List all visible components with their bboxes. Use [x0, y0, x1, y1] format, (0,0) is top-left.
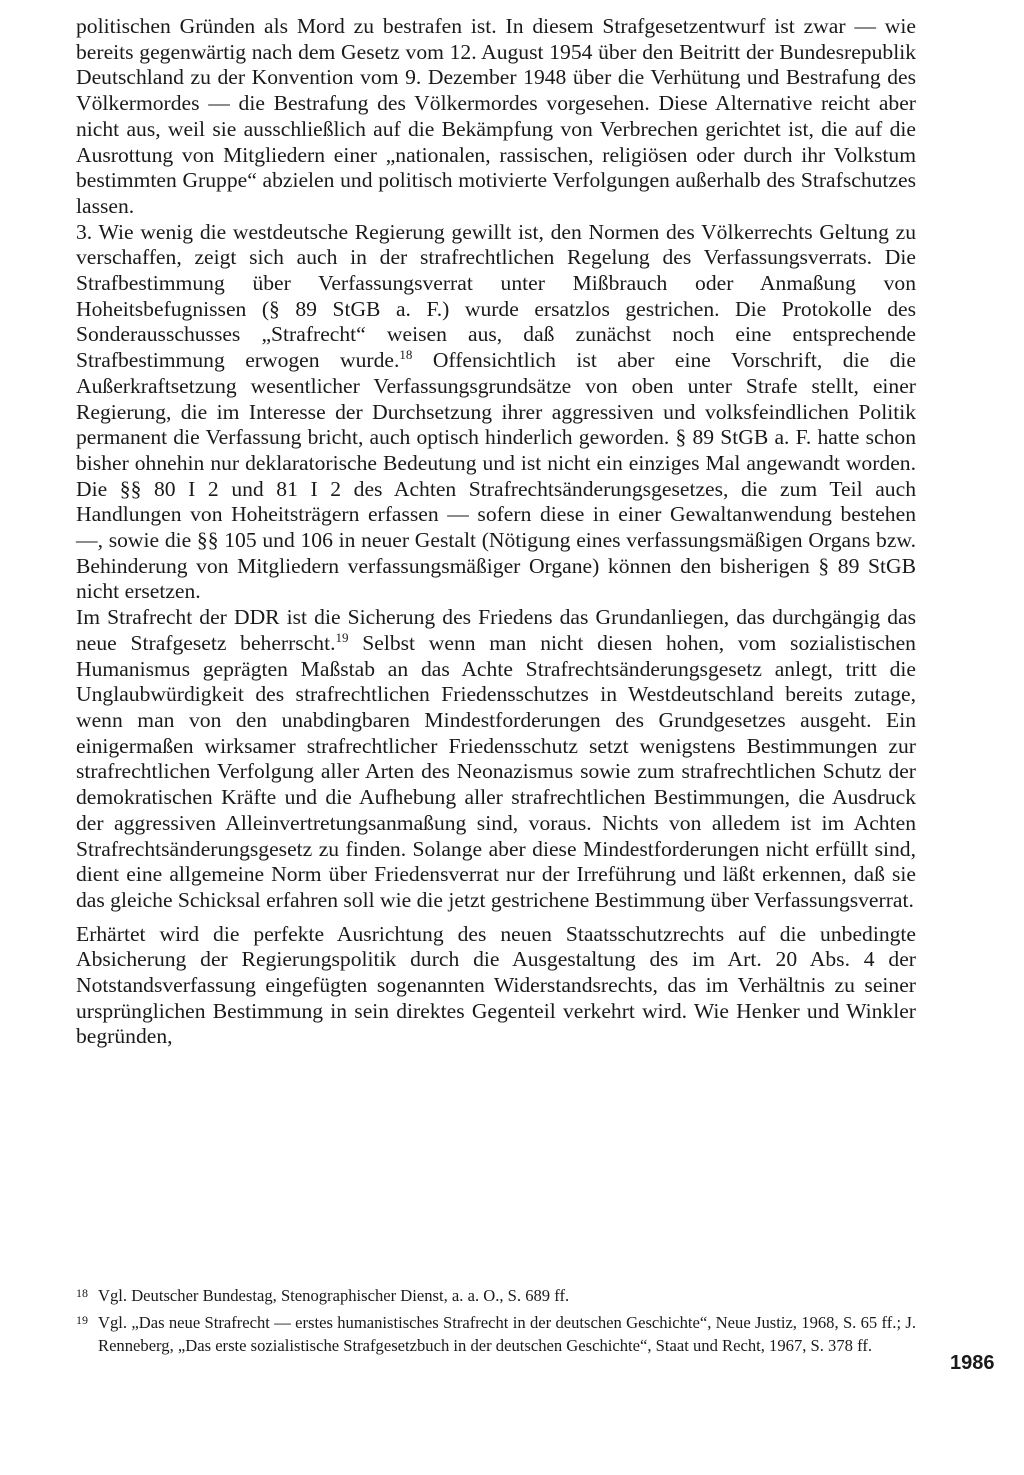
paragraph-2	[76, 220, 916, 606]
paragraph-3-text-b: Selbst wenn man nicht diesen hohen, vom sozialistischen Humanismus geprägten Maßstab an das Achte Strafrechtsänderungsgesetz anlegt, tritt die Unglaubwürdigkeit des strafrechtlichen Friedensschutzes in Westdeutschland bereits zutage, wenn man von den unabdingbaren Mindestforderungen des Grundgesetzes ausgeht. Ein einigermaßen wirksamer strafrechtlicher Friedensschutz setzt wenigstens Bestimmungen zur strafrechtlichen Verfolgung aller Arten des Neonazismus sowie zum strafrechtlichen Schutz der demokratischen Kräfte und die Aufhebung aller strafrechtlichen Bestimmungen, die Ausdruck der aggressiven Alleinvertretungsanmaßung sind, voraus. Nichts von alledem ist im Achten Strafrechtsänderungsgesetz zu finden. Solange aber diese Mindestforderungen nicht erfüllt sind, dient eine allgemeine Norm über Friedensverrat nur der Irreführung und läßt erkennen, daß sie das gleiche Schicksal erfahren soll wie die jetzt gestrichene Bestimmung über Verfassungsverrat.	[76, 630, 916, 912]
paragraph-2-text-b: Offensichtlich ist aber eine Vorschrift, die die Außerkraftsetzung wesentlicher Verfassungsgrundsätze von oben unter Strafe stellt, einer Regierung, die im Interesse der Durchsetzung ihrer aggressiven und volksfeindlichen Politik permanent die Verfassung bricht, auch optisch hinderlich geworden. § 89 StGB a. F. hatte schon bisher ohnehin nur deklaratorische Bedeutung und ist nicht ein einziges Mal angewandt worden. Die §§ 80 I 2 und 81 I 2 des Achten Strafrechtsänderungsgesetzes, die zum Teil auch Handlungen von Hoheitsträgern erfassen — sofern diese in einer Gewaltanwendung bestehen —, sowie die §§ 105 und 106 in neuer Gestalt (Nötigung eines verfassungsmäßigen Organs bzw. Behinderung von Mitgliedern verfassungsmäßiger Organe) können den bisherigen § 89 StGB nicht ersetzen.	[76, 348, 916, 604]
paragraph-2-text-a: 3. Wie wenig die westdeutsche Regierung gewillt ist, den Normen des Völkerrechts Geltung zu verschaffen, zeigt sich auch in der strafrechtlichen Regelung des Verfassungsverrats. Die Strafbestimmung über Verfassungsverrat unter Mißbrauch oder Anmaßung von Hoheitsbefugnissen (§ 89 StGB a. F.) wurde ersatzlos gestrichen. Die Protokolle des Sonderausschusses „Strafrecht“ weisen aus, daß zunächst noch eine entsprechende Strafbestimmung erwogen wurde.	[76, 219, 916, 373]
paragraph-1: politischen Gründen als Mord zu bestrafen ist. In diesem Strafgesetzentwurf ist zwar — wie bereits gegenwärtig nach dem Gesetz vom 12. August 1954 über den Beitritt der Bundesrepublik Deutschland zu der Konvention vom 9. Dezember 1948 über die Verhütung und Bestrafung des Völkermordes — die Bestrafung des Völkermordes vorgesehen. Diese Alternative reicht aber nicht aus, weil sie ausschließlich auf die Bekämpfung von Verbrechen gerichtet ist, die auf die Ausrottung von Mitgliedern einer „nationalen, rassischen, religiösen oder durch ihr Volkstum bestimmten Gruppe“ abzielen und politisch motivierte Verfolgungen außerhalb des Strafschutzes lassen.	[76, 14, 916, 218]
footnote-18	[76, 1284, 916, 1308]
paragraph-4: Erhärtet wird die perfekte Ausrichtung des neuen Staatsschutzrechts auf die unbedingte Absicherung der Regierungspolitik durch die Ausgestaltung des im Art. 20 Abs. 4 der Notstandsverfassung eingefügten sogenannten Widerstandsrechts, das im Verhältnis zu seiner ursprünglichen Bestimmung in sein direktes Gegenteil verkehrt wird. Wie Henker und Winkler begründen,	[76, 921, 916, 1049]
paragraph-3-text-a: Im Strafrecht der DDR ist die Sicherung des Friedens das Grundanliegen, das durchgängig das neue Strafgesetz beherrscht.	[76, 605, 916, 655]
footnote-number: 18	[76, 1286, 88, 1300]
footnotes	[76, 1284, 916, 1361]
footnote-text: Vgl. „Das neue Strafrecht — erstes humanistisches Strafrecht in der deutschen Geschichte“, Neue Justiz, 1968, S. 65 ff.; J. Renneberg, „Das erste sozialistische Strafgesetzbuch in der deutschen Geschichte“, Staat und Recht, 1967, S. 378 ff.	[98, 1312, 916, 1355]
footnote-text: Vgl. Deutscher Bundestag, Stenographischer Dienst, a. a. O., S. 689 ff.	[98, 1286, 570, 1305]
footnote-ref-18: 18	[399, 346, 413, 362]
footnote-number: 19	[76, 1312, 88, 1327]
paragraph-3	[76, 605, 916, 913]
footnote-ref-19: 19	[335, 629, 349, 645]
body-text	[76, 14, 916, 1050]
page-number: 1986	[950, 1352, 995, 1374]
footnote-19	[76, 1311, 916, 1358]
